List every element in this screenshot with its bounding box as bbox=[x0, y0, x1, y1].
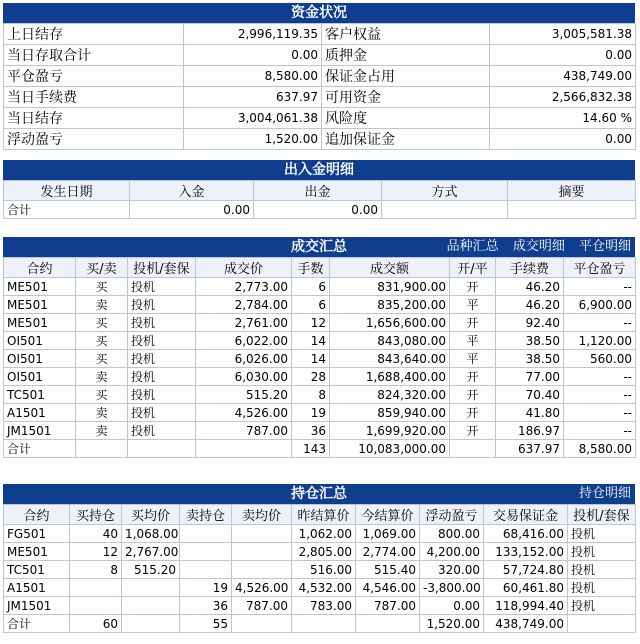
positions-total-sp bbox=[232, 615, 292, 633]
positions-cell-sp bbox=[232, 561, 292, 579]
trades-total-fee: 637.97 bbox=[496, 440, 564, 458]
trades-cell-amt: 843,640.00 bbox=[330, 350, 450, 368]
trades-cell-p: 787.00 bbox=[196, 422, 292, 440]
trades-table bbox=[3, 257, 636, 458]
positions-cell-m: 60,461.80 bbox=[484, 579, 568, 597]
table-row bbox=[4, 561, 636, 579]
trades-cell-oc: 开 bbox=[450, 422, 496, 440]
cashflow-title-bar bbox=[3, 160, 635, 180]
trades-cell-amt: 1,656,600.00 bbox=[330, 314, 450, 332]
trades-cell-bs: 买 bbox=[76, 314, 128, 332]
trades-cell-fee: 70.40 bbox=[496, 386, 564, 404]
trades-cell-oc: 开 bbox=[450, 404, 496, 422]
trades-total-pl: 8,580.00 bbox=[564, 440, 636, 458]
funds-value: 0.00 bbox=[184, 45, 322, 66]
positions-cell-h: 投机 bbox=[568, 579, 636, 597]
positions-cell-fl: -3,800.00 bbox=[420, 579, 484, 597]
funds-label: 上日结存 bbox=[4, 24, 184, 45]
trades-links bbox=[437, 237, 631, 257]
trades-title-bar bbox=[3, 237, 635, 257]
cashflow-total-out: 0.00 bbox=[254, 201, 382, 219]
trades-cell-amt: 824,320.00 bbox=[330, 386, 450, 404]
table-row bbox=[4, 422, 636, 440]
positions-total-row bbox=[4, 615, 636, 633]
funds-value: 0.00 bbox=[490, 129, 636, 150]
trades-cell-c: OI501 bbox=[4, 350, 76, 368]
trades-cell-oc: 开 bbox=[450, 386, 496, 404]
trades-total-q: 143 bbox=[292, 440, 330, 458]
link-variety-summary[interactable]: 品种汇总 bbox=[446, 239, 499, 254]
funds-value: 14.60 % bbox=[490, 108, 636, 129]
trades-cell-pl: -- bbox=[564, 386, 636, 404]
funds-label: 当日结存 bbox=[4, 108, 184, 129]
positions-cell-bp: 515.20 bbox=[122, 561, 180, 579]
funds-row bbox=[4, 129, 636, 150]
positions-cell-fl: 320.00 bbox=[420, 561, 484, 579]
positions-cell-fl: 0.00 bbox=[420, 597, 484, 615]
trades-cell-pl: 560.00 bbox=[564, 350, 636, 368]
trades-header-cell: 成交价 bbox=[196, 258, 292, 278]
trades-cell-fee: 38.50 bbox=[496, 350, 564, 368]
positions-cell-bq: 12 bbox=[70, 543, 122, 561]
trades-header-cell: 平仓盈亏 bbox=[564, 258, 636, 278]
trades-cell-h: 投机 bbox=[128, 350, 196, 368]
funds-value: 3,004,061.38 bbox=[184, 108, 322, 129]
trades-cell-fee: 46.20 bbox=[496, 296, 564, 314]
positions-total-h bbox=[568, 615, 636, 633]
trades-total-p bbox=[196, 440, 292, 458]
positions-total-ts bbox=[356, 615, 420, 633]
funds-value: 3,005,581.38 bbox=[490, 24, 636, 45]
positions-cell-sq bbox=[180, 543, 232, 561]
positions-cell-bq: 40 bbox=[70, 525, 122, 543]
trades-cell-bs: 卖 bbox=[76, 404, 128, 422]
trades-cell-q: 14 bbox=[292, 350, 330, 368]
funds-label: 可用资金 bbox=[322, 87, 490, 108]
funds-value: 1,520.00 bbox=[184, 129, 322, 150]
positions-cell-sq bbox=[180, 525, 232, 543]
trades-total-row bbox=[4, 440, 636, 458]
trades-cell-fee: 92.40 bbox=[496, 314, 564, 332]
table-row bbox=[4, 597, 636, 615]
trades-cell-q: 36 bbox=[292, 422, 330, 440]
trades-cell-bs: 卖 bbox=[76, 296, 128, 314]
trades-cell-c: ME501 bbox=[4, 296, 76, 314]
trades-cell-oc: 开 bbox=[450, 368, 496, 386]
positions-cell-m: 68,416.00 bbox=[484, 525, 568, 543]
trades-cell-pl: -- bbox=[564, 314, 636, 332]
positions-title: 持仓汇总 bbox=[291, 486, 347, 502]
cashflow-title: 出入金明细 bbox=[284, 162, 354, 178]
positions-cell-ts: 4,546.00 bbox=[356, 579, 420, 597]
positions-cell-ys: 2,805.00 bbox=[292, 543, 356, 561]
trades-header-cell: 投机/套保 bbox=[128, 258, 196, 278]
positions-cell-c: FG501 bbox=[4, 525, 70, 543]
trades-header-row bbox=[4, 258, 636, 278]
trades-cell-amt: 843,080.00 bbox=[330, 332, 450, 350]
positions-table bbox=[3, 504, 636, 633]
trades-cell-c: JM1501 bbox=[4, 422, 76, 440]
link-position-detail[interactable]: 持仓明细 bbox=[578, 486, 631, 501]
trades-cell-amt: 859,940.00 bbox=[330, 404, 450, 422]
positions-header-cell: 今结算价 bbox=[356, 505, 420, 525]
trades-cell-h: 投机 bbox=[128, 332, 196, 350]
positions-header-cell: 交易保证金 bbox=[484, 505, 568, 525]
trades-cell-q: 12 bbox=[292, 314, 330, 332]
funds-value: 2,996,119.35 bbox=[184, 24, 322, 45]
positions-cell-sp: 787.00 bbox=[232, 597, 292, 615]
trades-cell-q: 6 bbox=[292, 296, 330, 314]
trades-cell-bs: 买 bbox=[76, 350, 128, 368]
trades-cell-c: ME501 bbox=[4, 314, 76, 332]
positions-total-m: 438,749.00 bbox=[484, 615, 568, 633]
positions-total-c: 合计 bbox=[4, 615, 70, 633]
trades-cell-q: 8 bbox=[292, 386, 330, 404]
table-row bbox=[4, 525, 636, 543]
trades-total-oc bbox=[450, 440, 496, 458]
funds-table bbox=[3, 23, 636, 150]
funds-label: 当日手续费 bbox=[4, 87, 184, 108]
positions-cell-sq bbox=[180, 561, 232, 579]
trades-cell-fee: 186.97 bbox=[496, 422, 564, 440]
cashflow-total-row bbox=[4, 201, 636, 219]
trades-cell-p: 2,784.00 bbox=[196, 296, 292, 314]
positions-cell-m: 118,994.40 bbox=[484, 597, 568, 615]
funds-row bbox=[4, 24, 636, 45]
positions-cell-ys: 783.00 bbox=[292, 597, 356, 615]
trades-cell-bs: 卖 bbox=[76, 422, 128, 440]
funds-label: 保证金占用 bbox=[322, 66, 490, 87]
positions-cell-bp: 1,068.00 bbox=[122, 525, 180, 543]
positions-cell-bq bbox=[70, 597, 122, 615]
positions-cell-sp bbox=[232, 525, 292, 543]
trades-header-cell: 合约 bbox=[4, 258, 76, 278]
positions-cell-bq bbox=[70, 579, 122, 597]
trades-cell-q: 6 bbox=[292, 278, 330, 296]
trades-cell-pl: -- bbox=[564, 368, 636, 386]
funds-value: 637.97 bbox=[184, 87, 322, 108]
positions-cell-h: 投机 bbox=[568, 525, 636, 543]
trades-total-h bbox=[128, 440, 196, 458]
funds-label: 追加保证金 bbox=[322, 129, 490, 150]
cashflow-total-method bbox=[382, 201, 508, 219]
table-row bbox=[4, 314, 636, 332]
positions-cell-ts: 1,069.00 bbox=[356, 525, 420, 543]
trades-cell-oc: 平 bbox=[450, 332, 496, 350]
positions-cell-sq: 19 bbox=[180, 579, 232, 597]
table-row bbox=[4, 332, 636, 350]
table-row bbox=[4, 386, 636, 404]
cashflow-table bbox=[3, 180, 636, 219]
trades-cell-oc: 平 bbox=[450, 350, 496, 368]
trades-cell-pl: -- bbox=[564, 422, 636, 440]
positions-header-cell: 浮动盈亏 bbox=[420, 505, 484, 525]
trades-total-c: 合计 bbox=[4, 440, 76, 458]
positions-cell-h: 投机 bbox=[568, 561, 636, 579]
positions-cell-h: 投机 bbox=[568, 597, 636, 615]
trades-cell-h: 投机 bbox=[128, 314, 196, 332]
positions-total-ys bbox=[292, 615, 356, 633]
trades-cell-bs: 买 bbox=[76, 386, 128, 404]
positions-cell-bp bbox=[122, 579, 180, 597]
trades-cell-pl: -- bbox=[564, 278, 636, 296]
funds-row bbox=[4, 108, 636, 129]
positions-total-bp bbox=[122, 615, 180, 633]
trades-cell-h: 投机 bbox=[128, 404, 196, 422]
trades-header-cell: 成交额 bbox=[330, 258, 450, 278]
cashflow-total-label: 合计 bbox=[4, 201, 130, 219]
positions-total-fl: 1,520.00 bbox=[420, 615, 484, 633]
trades-header-cell: 买/卖 bbox=[76, 258, 128, 278]
trades-cell-c: ME501 bbox=[4, 278, 76, 296]
positions-links bbox=[569, 484, 631, 504]
trades-section bbox=[3, 237, 635, 458]
cashflow-section bbox=[3, 160, 635, 219]
table-row bbox=[4, 296, 636, 314]
trades-cell-oc: 开 bbox=[450, 314, 496, 332]
positions-cell-c: JM1501 bbox=[4, 597, 70, 615]
positions-cell-h: 投机 bbox=[568, 543, 636, 561]
trades-cell-fee: 41.80 bbox=[496, 404, 564, 422]
trades-cell-p: 6,026.00 bbox=[196, 350, 292, 368]
trades-cell-p: 2,773.00 bbox=[196, 278, 292, 296]
trades-header-cell: 手续费 bbox=[496, 258, 564, 278]
table-row bbox=[4, 543, 636, 561]
positions-cell-c: A1501 bbox=[4, 579, 70, 597]
trades-cell-oc: 开 bbox=[450, 278, 496, 296]
cashflow-header-row bbox=[4, 181, 636, 201]
trades-cell-h: 投机 bbox=[128, 368, 196, 386]
trades-total-bs bbox=[76, 440, 128, 458]
table-row bbox=[4, 579, 636, 597]
trades-cell-q: 19 bbox=[292, 404, 330, 422]
positions-cell-ys: 4,532.00 bbox=[292, 579, 356, 597]
positions-header-cell: 买均价 bbox=[122, 505, 180, 525]
positions-title-bar bbox=[3, 484, 635, 504]
trades-cell-h: 投机 bbox=[128, 278, 196, 296]
trades-total-amt: 10,083,000.00 bbox=[330, 440, 450, 458]
table-row bbox=[4, 350, 636, 368]
positions-cell-fl: 800.00 bbox=[420, 525, 484, 543]
trades-cell-pl: -- bbox=[564, 404, 636, 422]
trades-cell-amt: 835,200.00 bbox=[330, 296, 450, 314]
funds-title: 资金状况 bbox=[291, 5, 347, 21]
trades-cell-h: 投机 bbox=[128, 422, 196, 440]
trades-cell-amt: 831,900.00 bbox=[330, 278, 450, 296]
cashflow-total-in: 0.00 bbox=[130, 201, 254, 219]
funds-value: 2,566,832.38 bbox=[490, 87, 636, 108]
positions-cell-c: TC501 bbox=[4, 561, 70, 579]
trades-cell-fee: 38.50 bbox=[496, 332, 564, 350]
positions-total-sq: 55 bbox=[180, 615, 232, 633]
positions-cell-ys: 516.00 bbox=[292, 561, 356, 579]
trades-cell-h: 投机 bbox=[128, 296, 196, 314]
positions-cell-c: ME501 bbox=[4, 543, 70, 561]
funds-value: 438,749.00 bbox=[490, 66, 636, 87]
positions-header-cell: 买持仓 bbox=[70, 505, 122, 525]
trades-header-cell: 手数 bbox=[292, 258, 330, 278]
trades-cell-q: 14 bbox=[292, 332, 330, 350]
funds-row bbox=[4, 45, 636, 66]
funds-title-bar bbox=[3, 3, 635, 23]
link-close-detail[interactable]: 平仓明细 bbox=[578, 239, 631, 254]
positions-cell-sp: 4,526.00 bbox=[232, 579, 292, 597]
trades-cell-bs: 卖 bbox=[76, 368, 128, 386]
trades-cell-q: 28 bbox=[292, 368, 330, 386]
funds-value: 8,580.00 bbox=[184, 66, 322, 87]
trades-cell-bs: 买 bbox=[76, 278, 128, 296]
trades-header-cell: 开/平 bbox=[450, 258, 496, 278]
trades-cell-amt: 1,699,920.00 bbox=[330, 422, 450, 440]
positions-cell-ys: 1,062.00 bbox=[292, 525, 356, 543]
positions-header-cell: 昨结算价 bbox=[292, 505, 356, 525]
funds-row bbox=[4, 87, 636, 108]
table-row bbox=[4, 404, 636, 422]
funds-label: 质押金 bbox=[322, 45, 490, 66]
positions-header-cell: 卖持仓 bbox=[180, 505, 232, 525]
cashflow-header-in: 入金 bbox=[130, 181, 254, 201]
positions-cell-sp bbox=[232, 543, 292, 561]
trades-cell-p: 6,022.00 bbox=[196, 332, 292, 350]
positions-cell-ts: 2,774.00 bbox=[356, 543, 420, 561]
positions-header-cell: 合约 bbox=[4, 505, 70, 525]
trades-cell-c: A1501 bbox=[4, 404, 76, 422]
funds-row bbox=[4, 66, 636, 87]
funds-label: 客户权益 bbox=[322, 24, 490, 45]
positions-cell-bp: 2,767.00 bbox=[122, 543, 180, 561]
positions-cell-m: 57,724.80 bbox=[484, 561, 568, 579]
table-row bbox=[4, 368, 636, 386]
positions-section bbox=[3, 484, 635, 633]
funds-label: 风险度 bbox=[322, 108, 490, 129]
link-trade-detail[interactable]: 成交明细 bbox=[512, 239, 565, 254]
trades-title: 成交汇总 bbox=[291, 239, 347, 255]
positions-cell-m: 133,152.00 bbox=[484, 543, 568, 561]
trades-cell-amt: 1,688,400.00 bbox=[330, 368, 450, 386]
cashflow-header-date: 发生日期 bbox=[4, 181, 130, 201]
cashflow-header-out: 出金 bbox=[254, 181, 382, 201]
funds-label: 平仓盈亏 bbox=[4, 66, 184, 87]
positions-total-bq: 60 bbox=[70, 615, 122, 633]
positions-cell-bq: 8 bbox=[70, 561, 122, 579]
positions-cell-fl: 4,200.00 bbox=[420, 543, 484, 561]
positions-cell-bp bbox=[122, 597, 180, 615]
positions-cell-ts: 515.40 bbox=[356, 561, 420, 579]
funds-value: 0.00 bbox=[490, 45, 636, 66]
trades-cell-h: 投机 bbox=[128, 386, 196, 404]
trades-cell-oc: 平 bbox=[450, 296, 496, 314]
funds-label: 当日存取合计 bbox=[4, 45, 184, 66]
funds-label: 浮动盈亏 bbox=[4, 129, 184, 150]
trades-cell-pl: 1,120.00 bbox=[564, 332, 636, 350]
cashflow-total-summary bbox=[508, 201, 636, 219]
trades-cell-pl: 6,900.00 bbox=[564, 296, 636, 314]
cashflow-header-method: 方式 bbox=[382, 181, 508, 201]
trades-cell-p: 2,761.00 bbox=[196, 314, 292, 332]
trades-cell-fee: 46.20 bbox=[496, 278, 564, 296]
trades-cell-c: OI501 bbox=[4, 332, 76, 350]
trades-cell-p: 515.20 bbox=[196, 386, 292, 404]
table-row bbox=[4, 278, 636, 296]
positions-header-cell: 卖均价 bbox=[232, 505, 292, 525]
trades-cell-c: OI501 bbox=[4, 368, 76, 386]
trades-cell-p: 4,526.00 bbox=[196, 404, 292, 422]
cashflow-header-summary: 摘要 bbox=[508, 181, 636, 201]
funds-section bbox=[3, 3, 635, 150]
positions-header-row bbox=[4, 505, 636, 525]
trades-cell-fee: 77.00 bbox=[496, 368, 564, 386]
trades-cell-bs: 买 bbox=[76, 332, 128, 350]
positions-header-cell: 投机/套保 bbox=[568, 505, 636, 525]
positions-cell-sq: 36 bbox=[180, 597, 232, 615]
trades-cell-p: 6,030.00 bbox=[196, 368, 292, 386]
positions-cell-ts: 787.00 bbox=[356, 597, 420, 615]
trades-cell-c: TC501 bbox=[4, 386, 76, 404]
